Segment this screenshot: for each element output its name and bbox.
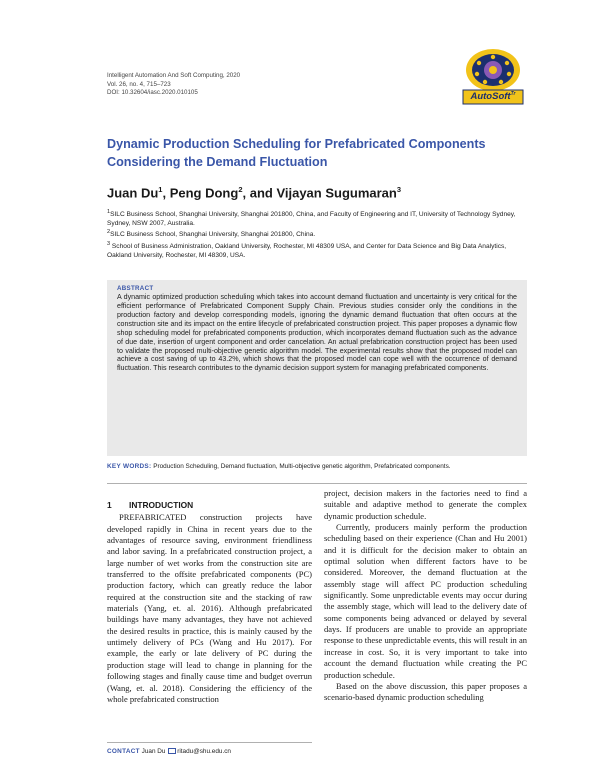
journal-doi: DOI: 10.32604/iasc.2020.010105 <box>107 89 198 97</box>
affiliation: $^1$SILC Business School, Shanghai University, Shanghai 201800, China, and Faculty of Engineering and IT, University of Technology Sydney, Sydney, NSW 2007, Australia. <box>107 209 516 228</box>
author-name: Vijayan Sugumaran <box>276 185 397 201</box>
abstract-text: A dynamic optimized production scheduling which takes into account demand fluctuation and uncertainty is very critical for the efficient performance of Prefabricated Component Supply Chain. Previous studies consider only the conditions in the production factory and develop corresponding models, ignoring the dynamic demand fluctuation that often occurs at the construction site and its impact on the entire lifecycle of prefabricated construction project. This paper proposes a dynamic flow shop scheduling model for prefabricated components production, which incorporates demand fluctuation such as the advance of due date, insertion of urgent component and order cancelation. An actual prefabrication construction project has been used to validate the proposed multi-objective genetic algorithm model. The experimental results show that the proposed model can achieve a cost saving of up to 43.2%, which shows that the proposed model can cope well with the occurrence of demand fluctuation. This research contributes to the dynamic decision support system for managing prefabricated components. <box>117 293 517 373</box>
body-paragraph: project, decision makers in the factories need to find a suitable and adaptive method to generate the complex dynamic production schedule. <box>324 488 527 521</box>
author-name: Peng Dong <box>169 185 239 201</box>
abstract-box <box>107 280 527 456</box>
body-paragraph: Currently, producers mainly perform the production scheduling based on their experience (Chan and Hu 2001) and it is difficult for the decision maker to obtain an optimal solution when different factors have to be considered. Moreover, the demand fluctuation at the assembly stage will affect PC production scheduling significantly. Some unpredictable events may occur during the assembly stage, which will lead to the delivery date of some components being advanced or delayed by several days. If producers are unable to provide an appropriate response to these unpredictable events, this will result in an increase in cost. So, it is very important to take into account the demand fluctuation while creating the PC production schedule. <box>324 522 527 680</box>
author-list: Juan Du$^1$, Peng Dong$^2$, and Vijayan Sugumaran$^3$ <box>107 185 402 201</box>
affiliations <box>107 208 527 260</box>
divider <box>107 483 527 484</box>
keywords <box>107 462 527 471</box>
title-line-2: Considering the Demand Fluctuation <box>107 155 328 169</box>
body-column-left <box>107 500 312 705</box>
affiliation: $^3$ School of Business Administration, Oakland University, Rochester, MI 48309 USA, and Center for Data Science and Big Data Analytics, Oakland University, Rochester, MI 48309, USA. <box>107 240 507 259</box>
contact-name: Juan Du <box>139 748 168 755</box>
author-sup: 1 <box>158 185 163 194</box>
author-sup: 3 <box>396 185 402 194</box>
logo-text: AutoSoft$^{Tr}$ <box>470 91 516 103</box>
journal-volume: Vol. 26, no. 4, 715–723 <box>107 80 171 88</box>
contact-info <box>107 747 231 755</box>
journal-name: Intelligent Automation And Soft Computing, 2020 <box>107 72 241 79</box>
author-name: Juan Du <box>107 185 159 201</box>
contact-email[interactable]: ritadu@shu.edu.cn <box>177 748 231 755</box>
body-paragraph: PREFABRICATED construction projects have developed rapidly in China in recent years due to the advantages of resource saving, environment friendliness and labor saving. In a prefabricated construction project, a large number of wet works from the construction site are transferred to the offsite prefabricated components (PC) production factory, which can greatly reduce the labor required at the construction site and the stacking of raw materials (Yang, et. al. 2016). Although prefabricated buildings have many advantages, they have not achieved the desired results in practice, this is mainly caused by the untimely delivery of PCs (Wang and Hu 2017). For example, the early or late delivery of PC during the production stage will lead to change in planning for the following stages and finally cause time and budget overrun (Wang, et. al. 2018). Considering the efficiency of the whole prefabricated construction <box>107 512 312 704</box>
body-paragraph: Based on the above discussion, this paper proposes a scenario-based dynamic production scheduling <box>324 680 527 703</box>
footer-divider <box>107 742 312 743</box>
autosoft-logo <box>458 46 528 108</box>
email-icon <box>168 748 176 754</box>
paper-title <box>107 135 527 171</box>
section-heading: 1 INTRODUCTION <box>107 500 194 510</box>
body-column-right <box>324 488 527 704</box>
abstract-label: ABSTRACT <box>117 285 154 292</box>
author-sup: 2 <box>238 185 243 194</box>
journal-info <box>107 72 240 98</box>
affiliation: $^2$SILC Business School, Shanghai University, Shanghai 201800, China. <box>107 229 316 239</box>
keywords-label: KEY WORDS: <box>107 463 152 470</box>
keywords-text: Production Scheduling, Demand fluctuation, Multi-objective genetic algorithm, Prefabricated components. <box>151 463 451 470</box>
contact-label: CONTACT <box>107 748 140 755</box>
title-line-1: Dynamic Production Scheduling for Prefabricated Components <box>107 137 486 151</box>
